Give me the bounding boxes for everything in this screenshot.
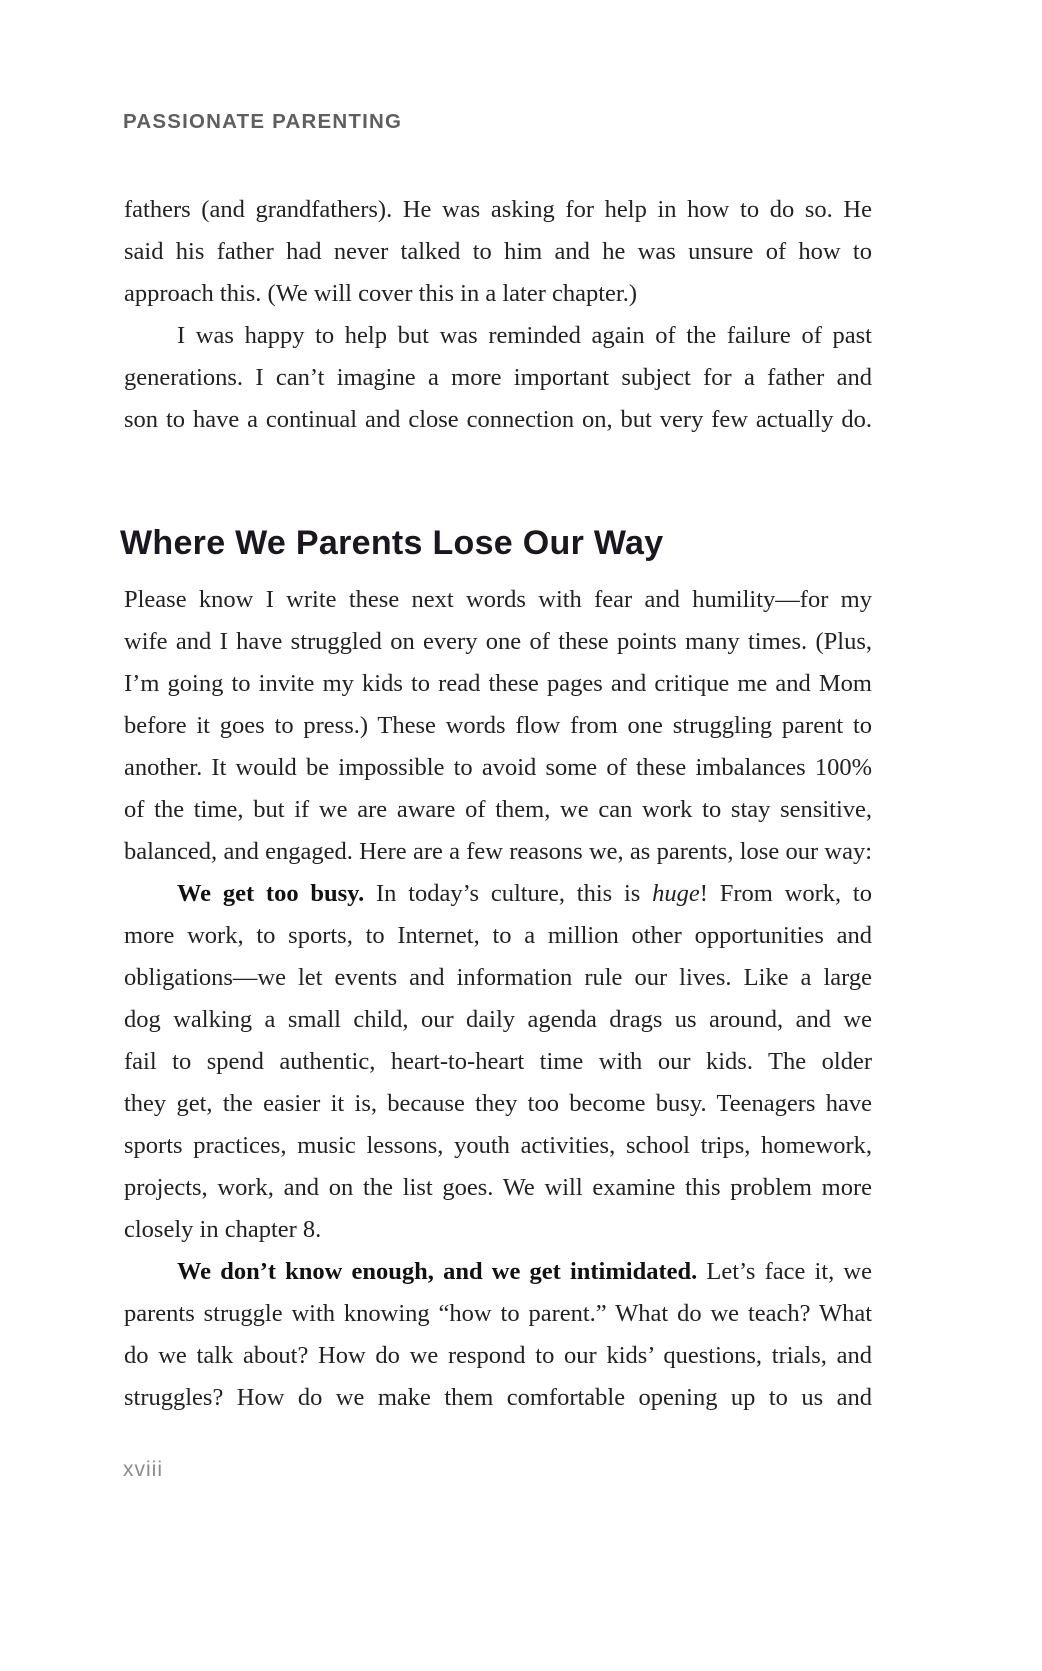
opening-text (124, 189, 872, 441)
text-line: do we talk about? How do we respond to our kids’ questions, trials, and (124, 1342, 872, 1369)
text-line: Please know I write these next words with fear and humility—for my (124, 586, 872, 613)
text-line: son to have a continual and close connection on, but very few actually do. (124, 406, 872, 433)
section-body (124, 579, 872, 1419)
text-line: parents struggle with knowing “how to parent.” What do we teach? What (124, 1300, 872, 1327)
text-line: another. It would be impossible to avoid some of these imbalances 100% (124, 754, 872, 781)
text-line: obligations—we let events and information rule our lives. Like a large (124, 964, 872, 991)
text-line: of the time, but if we are aware of them, we can work to stay sensitive, (124, 796, 872, 823)
text-line: said his father had never talked to him and he was unsure of how to (124, 238, 872, 265)
text-line: sports practices, music lessons, youth activities, school trips, homework, (124, 1132, 872, 1159)
text-run: Let’s face it, we (697, 1258, 872, 1285)
text-line: they get, the easier it is, because they too become busy. Teenagers have (124, 1090, 872, 1117)
running-head: PASSIONATE PARENTING (123, 110, 403, 133)
text-line: projects, work, and on the list goes. We will examine this problem more (124, 1174, 872, 1201)
text-line: approach this. (We will cover this in a later chapter.) (124, 280, 638, 307)
run-in-heading-intimidated: We don’t know enough, and we get intimidated. (177, 1258, 698, 1285)
text-line: generations. I can’t imagine a more important subject for a father and (124, 364, 872, 391)
text-line: balanced, and engaged. Here are a few reasons we, as parents, lose our way: (124, 838, 872, 865)
text-line: I’m going to invite my kids to read these pages and critique me and Mom (124, 670, 872, 697)
text-line: fathers (and grandfathers). He was asking for help in how to do so. He (124, 196, 872, 223)
emphasis-huge: huge (652, 880, 700, 907)
text-line: struggles? How do we make them comfortable opening up to us and (124, 1384, 872, 1411)
page-number: xviii (123, 1458, 163, 1481)
text-line: before it goes to press.) These words flow from one struggling parent to (124, 712, 872, 739)
text-line: dog walking a small child, our daily agenda drags us around, and we (124, 1006, 872, 1033)
text-line: fail to spend authentic, heart-to-heart time with our kids. The older (124, 1048, 872, 1075)
text-line: wife and I have struggled on every one of these points many times. (Plus, (124, 628, 872, 655)
text-run: ! From work, to (699, 880, 872, 907)
paragraph-first-line (124, 873, 872, 915)
text-line: closely in chapter 8. (124, 1216, 322, 1243)
section-heading: Where We Parents Lose Our Way (120, 524, 664, 562)
text-line: I was happy to help but was reminded again of the failure of past (177, 322, 872, 349)
text-line: more work, to sports, to Internet, to a million other opportunities and (124, 922, 872, 949)
paragraph-first-line (124, 1251, 872, 1293)
text-run: In today’s culture, this is (364, 880, 653, 907)
run-in-heading-busy: We get too busy. (177, 880, 365, 907)
